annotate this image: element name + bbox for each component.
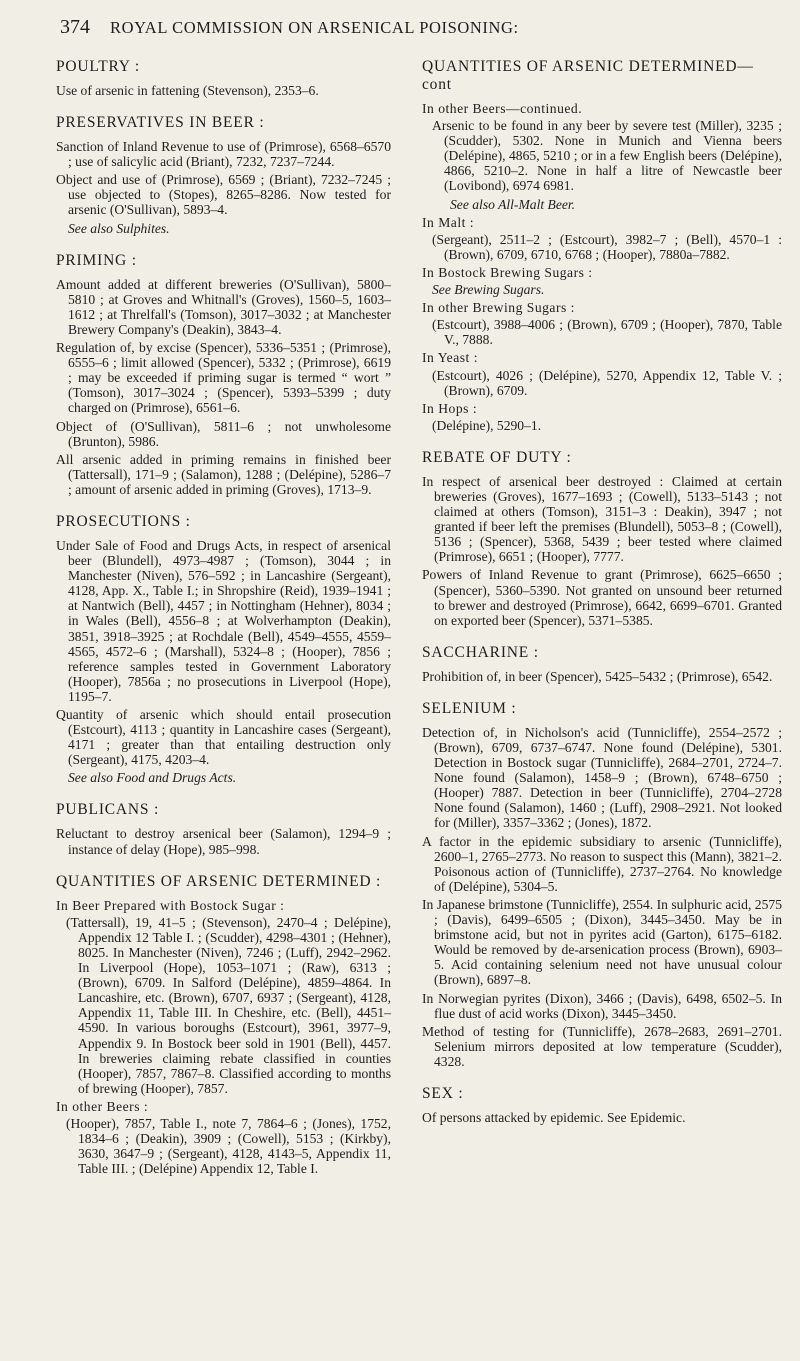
heading-publicans: PUBLICANS :	[56, 801, 160, 819]
left-column	[56, 58, 391, 1179]
page-header	[0, 16, 800, 46]
entry: (Estcourt), 4026 ; (Delépine), 5270, Appendix 12, Table V. ; (Brown), 6709.	[432, 367, 782, 398]
entry: (Hooper), 7857, Table I., note 7, 7864–6 ; (Jones), 1752, 1834–6 ; (Deakin), 3909 ; (Cowell), 5153 ; (Kirkby), 3630, 3647–9 ; (Sergeant), 4128, 4143–5, Appendix 11, Table III. ; (Delépine) Appendix 12, Table I.	[66, 1115, 391, 1177]
entry: Quantity of arsenic which should entail prosecution (Estcourt), 4113 ; quantity in Lancashire cases (Sergeant), 4171 ; greater than that entailing destruction only (Sergeant), 4175, 4203–4.	[56, 707, 391, 768]
entry: Method of testing for (Tunnicliffe), 2678–2683, 2691–2701. Selenium mirrors deposited at low temperature (Scudder), 4328.	[422, 1023, 782, 1069]
entry: In Norwegian pyrites (Dixon), 3466 ; (Davis), 6498, 6502–5. In flue dust of acid works (Dixon), 3445–3450.	[422, 990, 782, 1021]
entry: Powers of Inland Revenue to grant (Primrose), 6625–6650 ; (Spencer), 5360–5390. Not granted on unsound beer returned to brewer and destroyed (Primrose), 6642, 6699–6701. Granted on exported beer (Spencer), 5371–5385.	[422, 567, 782, 628]
heading-sex: SEX :	[422, 1084, 464, 1102]
running-title: ROYAL COMMISSION ON ARSENICAL POISONING:	[110, 18, 519, 37]
entry: Prohibition of, in beer (Spencer), 5425–5432 ; (Primrose), 6542.	[422, 668, 773, 684]
page-number: 374	[60, 16, 90, 38]
heading-saccharine: SACCHARINE :	[422, 643, 539, 661]
entry: Detection of, in Nicholson's acid (Tunnicliffe), 2554–2572 ; (Brown), 6709, 6737–6747. None found (Delépine), 5301. Detection in Bostock sugar (Tunnicliffe), 2684–2701, 2724–7. None found (Salamon), 1458–9 ; (Brown), 6748–6750 ; (Hooper) 7887. Detection in beer (Tunnicliffe), 2704–2728 None found (Salamon), 1460 ; (Luff), 2908–2921. Not looked for (Miller), 3357–3362 ; (Jones), 1872.	[422, 724, 782, 831]
see-also-all-malt: See also All-Malt Beer.	[450, 196, 576, 212]
entry: Regulation of, by excise (Spencer), 5336–5351 ; (Primrose), 6555–6 ; limit allowed (Spencer), 5332 ; (Primrose), 6619 ; may be exceeded if priming sugar is termed “ wort ” (Tomson), 3017–3024 ; (Spencer), 5393–5399 ; duty charged on (Primrose), 6561–6.	[56, 340, 391, 416]
entry: Of persons attacked by epidemic. See Epidemic.	[422, 1109, 686, 1125]
see-also-food-and-drugs: See also Food and Drugs Acts.	[68, 770, 237, 786]
heading-prosecutions: PROSECUTIONS :	[56, 512, 191, 530]
entry: All arsenic added in priming remains in finished beer (Tattersall), 171–9 ; (Salamon), 1288 ; (Delépine), 5286–7 ; amount of arsenic added in priming (Groves), 1713–9.	[56, 451, 391, 497]
entry: In respect of arsenical beer destroyed : Claimed at certain breweries (Groves), 1677–1693 ; (Cowell), 5133–5143 ; not claimed at others (Tomson), 3151–3 : Deakin), 3947 ; not granted if beer left the premises (Blundell), 5053–8 ; (Cowell), 5136 ; (Spencer), 5368, 5439 ; beer tested where claimed (Primrose), 6651 ; (Hooper), 7777.	[422, 473, 782, 565]
entry: Sanction of Inland Revenue to use of (Primrose), 6568–6570 ; use of salicylic acid (Briant), 7232, 7237–7244.	[56, 139, 391, 170]
right-column	[422, 58, 782, 1128]
heading-selenium: SELENIUM :	[422, 699, 517, 717]
entry: Object and use of (Primrose), 6569 ; (Briant), 7232–7245 ; use objected to (Stopes), 8265–8286. Now tested for arsenic (O'Sullivan), 5893–4.	[56, 172, 391, 218]
heading-rebate: REBATE OF DUTY :	[422, 448, 572, 466]
heading-preservatives: PRESERVATIVES IN BEER :	[56, 114, 265, 132]
subhead-other-sugars: In other Brewing Sugars :	[422, 300, 575, 316]
subhead-in-hops: In Hops :	[422, 400, 478, 416]
entry: A factor in the epidemic subsidiary to arsenic (Tunnicliffe), 2600–1, 2765–2773. No reason to suspect this (Mann), 3821–2. Poisonous action of (Tunnicliffe), 2737–2764. No knowledge of (Delépine), 5304–5.	[422, 833, 782, 894]
subhead-in-yeast: In Yeast :	[422, 350, 478, 366]
subhead-in-malt: In Malt :	[422, 214, 475, 230]
heading-poultry: POULTRY :	[56, 58, 141, 75]
entry: Amount added at different breweries (O'Sullivan), 5800–5810 ; at Groves and Whitnall's (Groves), 1560–5, 1603–1612 ; at Threlfall's (Tomson), 3017–3032 ; at Manchester Brewery Company's (Deakin), 3843–4.	[56, 276, 391, 337]
entry: Under Sale of Food and Drugs Acts, in respect of arsenical beer (Blundell), 4973–4987 ; (Tomson), 3044 ; in Manchester (Niven), 576–592 ; in Lancashire (Sergeant), 4128, App. X., Table I.; in Shropshire (Reid), 1939–1941 ; at Nantwich (Bell), 4457 ; in Nottingham (Hehner), 8034 ; in Wales (Bell), 4556–8 ; at Wolverhampton (Deakin), 3851, 3918–3925 ; at Rochdale (Bell), 4549–4555, 4559–4565, 4572–6 ; (Marshall), 5324–8 ; (Hooper), 7856 ; reference samples tested in Government Laboratory (Hooper), 7856a ; no prosecutions in Liverpool (Hope), 1195–7.	[56, 537, 391, 704]
subhead-bostock-beer: In Beer Prepared with Bostock Sugar :	[56, 897, 285, 913]
heading-priming: PRIMING :	[56, 251, 137, 269]
entry: (Delépine), 5290–1.	[432, 417, 542, 433]
see-also-sulphites: See also Sulphites.	[68, 220, 170, 236]
entry: Use of arsenic in fattening (Stevenson), 2353–6.	[56, 83, 319, 98]
entry: Object of (O'Sullivan), 5811–6 ; not unwholesome (Brunton), 5986.	[56, 418, 391, 449]
subhead-other-beers: In other Beers :	[56, 1098, 149, 1114]
entry: Arsenic to be found in any beer by severe test (Miller), 3235 ; (Scudder), 5302. None in Munich and Vienna beers (Delépine), 4865, 5210 ; or in a few English beers (Delépine), 4866, 5210–2. None in half a litre of Newcastle beer (Lovibond), 6974 6981.	[432, 118, 782, 194]
see-brewing-sugars: See Brewing Sugars.	[432, 282, 545, 298]
heading-quantities: QUANTITIES OF ARSENIC DETERMINED :	[56, 872, 382, 890]
entry: (Estcourt), 3988–4006 ; (Brown), 6709 ; (Hooper), 7870, Table V., 7888.	[432, 317, 782, 348]
entry: (Sergeant), 2511–2 ; (Estcourt), 3982–7 ; (Bell), 4570–1 : (Brown), 6709, 6710, 6768 ; (Hooper), 7880a–7882.	[432, 231, 782, 262]
heading-quantities-cont: QUANTITIES OF ARSENIC DETERMINED—cont	[422, 58, 754, 93]
entry: In Japanese brimstone (Tunnicliffe), 2554. In sulphuric acid, 2575 ; (Davis), 6499–6505 ; (Dixon), 3445–3450. May be in brimstone acid, but not in pyrites acid (Garton), 6175–6182. Would be removed by de-arsenication process (Brown), 6903–5. Acid containing selenium need not have unusual colour (Brown), 6897–8.	[422, 896, 782, 988]
entry: (Tattersall), 19, 41–5 ; (Stevenson), 2470–4 ; Delépine), Appendix 12 Table I. ; (Scudder), 4298–4301 ; (Hehner), 8025. In Manchester (Niven), 7246 ; (Luff), 2942–2962. In Liverpool (Hope), 1053–1071 ; (Raw), 6313 ; (Brown), 6709. In Salford (Delépine), 4859–4864. In Lancashire, etc. (Brown), 6707, 6937 ; (Sergeant), 4128, Appendix 11, Table III. In Cheshire, etc. (Bell), 4451–4590. In various boroughs (Estcourt), 3961, 3977–9, Appendix 9. In Bostock beer sold in 1901 (Bell), 4457. In breweries claiming rebate classified in counties (Hooper), 7857, 7867–8. Classified according to months of brewing (Hooper), 7857.	[66, 914, 391, 1096]
entry: Reluctant to destroy arsenical beer (Salamon), 1294–9 ; instance of delay (Hope), 985–998.	[56, 826, 391, 857]
subhead-bostock-sugars: In Bostock Brewing Sugars :	[422, 264, 593, 280]
subhead-other-beers-cont: In other Beers—continued.	[422, 101, 583, 116]
